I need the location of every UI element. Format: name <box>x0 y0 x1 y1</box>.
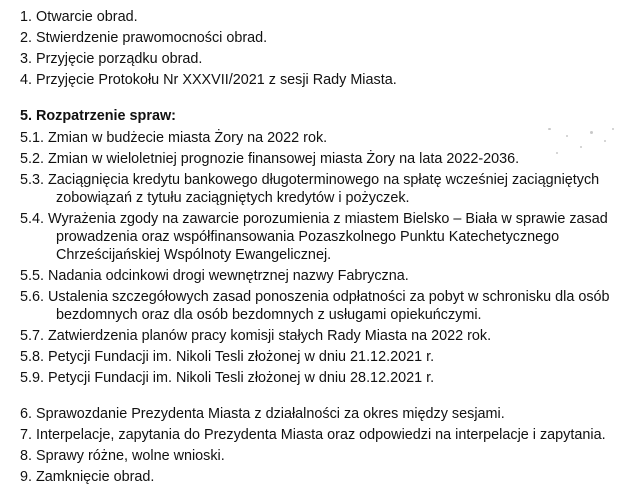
agenda-subitem-5-4-continuation: prowadzenia oraz współfinansowania Pozaszkolnego Punktu Katechetycznego <box>56 229 560 245</box>
scan-speck <box>556 152 558 154</box>
agenda-item-1 <box>20 8 138 26</box>
agenda-item-3 <box>20 50 202 68</box>
scan-speck <box>548 128 551 130</box>
agenda-subitem-5-5: 5.5. Nadania odcinkowi drogi wewnętrznej nazwy Fabryczna. <box>20 268 409 284</box>
scan-speck <box>612 128 614 130</box>
agenda-subitem-5-4: 5.4. Wyrażenia zgody na zawarcie porozumienia z miastem Bielsko – Biała w sprawie zasad <box>20 211 608 227</box>
agenda-item-9: 9. Zamknięcie obrad. <box>20 469 155 485</box>
agenda-subitem-5-6-continuation: bezdomnych oraz dla osób bezdomnych z usługami opiekuńczymi. <box>56 307 482 323</box>
scan-speck <box>604 140 606 142</box>
item-number: 2. <box>20 30 33 46</box>
agenda-item-8: 8. Sprawy różne, wolne wnioski. <box>20 448 225 464</box>
agenda-subitem-5-8: 5.8. Petycji Fundacji im. Nikoli Tesli złożonej w dniu 21.12.2021 r. <box>20 349 435 365</box>
agenda-subitem-5-9: 5.9. Petycji Fundacji im. Nikoli Tesli złożonej w dniu 28.12.2021 r. <box>20 370 435 386</box>
agenda-subitem-5-7: 5.7. Zatwierdzenia planów pracy komisji stałych Rady Miasta na 2022 rok. <box>20 328 492 344</box>
agenda-subitem-5-3: 5.3. Zaciągnięcia kredytu bankowego długoterminowego na spłatę wcześniej zaciągniętych <box>20 172 600 188</box>
agenda-subitem-5-4-continuation: Chrześcijańskiej Wspólnoty Ewangelicznej. <box>56 247 332 263</box>
item-text: Przyjęcie porządku obrad. <box>36 51 203 67</box>
scan-speck <box>580 146 582 148</box>
item-text: Otwarcie obrad. <box>36 9 138 25</box>
item-text: Stwierdzenie prawomocności obrad. <box>36 30 268 46</box>
agenda-subitem-5-1: 5.1. Zmian w budżecie miasta Żory na 2022 rok. <box>20 130 328 146</box>
agenda-item-7: 7. Interpelacje, zapytania do Prezydenta Miasta oraz odpowiedzi na interpelacje i zapytania. <box>20 427 606 443</box>
agenda-item-2 <box>20 29 267 47</box>
agenda-subitem-5-3-continuation: zobowiązań z tytułu zaciągniętych kredytów i pożyczek. <box>56 190 410 206</box>
agenda-subitem-5-6: 5.6. Ustalenia szczegółowych zasad ponoszenia odpłatności za pobyt w schronisku dla osób <box>20 289 610 305</box>
item-number: 1. <box>20 9 33 25</box>
section-5-heading: 5. Rozpatrzenie spraw: <box>20 108 176 124</box>
agenda-subitem-5-2: 5.2. Zmian w wieloletniej prognozie finansowej miasta Żory na lata 2022-2036. <box>20 151 520 167</box>
item-number: 4. <box>20 72 33 88</box>
agenda-item-4 <box>20 71 397 89</box>
item-number: 3. <box>20 51 33 67</box>
agenda-item-6: 6. Sprawozdanie Prezydenta Miasta z działalności za okres między sesjami. <box>20 406 505 422</box>
item-text: Przyjęcie Protokołu Nr XXXVII/2021 z sesji Rady Miasta. <box>36 72 397 88</box>
scan-speck <box>590 131 593 134</box>
scan-speck <box>566 135 568 137</box>
